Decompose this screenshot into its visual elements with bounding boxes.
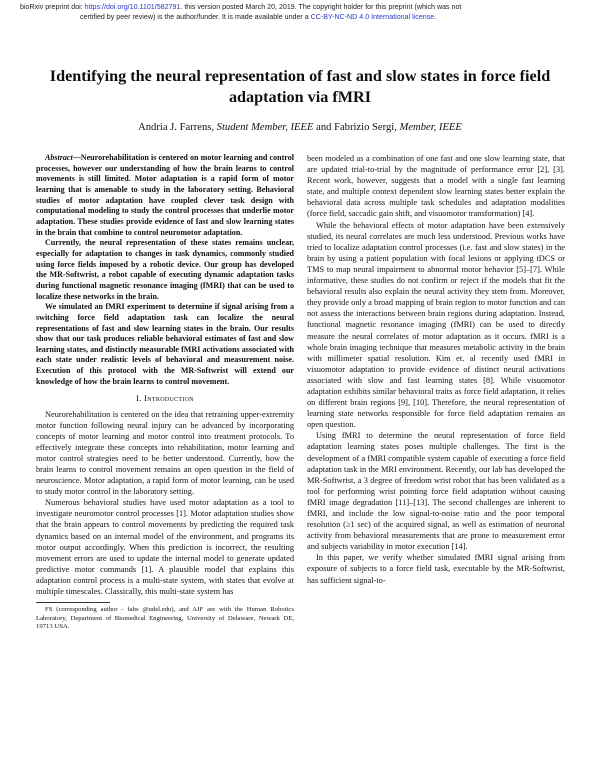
- abstract-paragraph-3: We simulated an fMRI experiment to determine if signal arising from a switching force field adaptation task can localize the neural representations of fast and slow learning states in the brain. Our results show that our task produces reliable behavioral estimates of fast and slow learning states, and distinctly measurable fMRI activations associated with each state under realistic levels of behavioral and measurement noise. Execution of this protocol with the MR-Softwrist will extend our knowledge of how the brain learns to control movement.: [36, 302, 294, 386]
- abstract-label: Abstract: [45, 153, 73, 162]
- footnote-rule: [36, 602, 110, 603]
- author-2-name: Fabrizio Sergi,: [334, 122, 397, 133]
- intro-paragraph-4: Using fMRI to determine the neural representation of force field adaptation learning states poses multiple challenges. The first is the development of a fMRI compatible system capable of executing a force field adaptation task in the MRI environment. Recently, our lab has developed the MR-Softwrist, a 3 degree of freedom wrist robot that has been validated as a tool for performing wrist pointing force field adaptation without causing fMRI image degradation [11]–[13]. The second challenges are inherent to fMRI, and include the low signal-to-noise ratio and the poor temporal resolution (≥1 sec) of the acquired signal, as well as estimation of neuronal activity from behavioral measurements that are prone to measurement error and subjects variability in motor execution [14].: [307, 431, 565, 552]
- paper-title: Identifying the neural representation of fast and slow states in force field adaptation via fMRI: [49, 67, 551, 106]
- intro-paragraph-3: While the behavioral effects of motor adaptation have been extensively studied, its neural correlates are much less understood. Previous works have tried to localize adaptation control processes (i.e. fast and slow states) in the brain by using a patient population with focal lesions or applying tDCS or TMS to map neural impairment to abnormal motor behavior [5]–[7]. While informative, these studies do not confirm or reject if the models that fit the behavioral results also explain the neural activity they stem from. Moreover, they provide only a broad mapping of brain region to motor function and can not assess the interactions between brain regions during adaptation. Instead, functional magnetic resonance imaging (fMRI) can be used to directly measure the neural correlates of motor adaptation as it occurs. fMRI is a whole brain imaging technique that measures metabolic activity in the brain with millimeter spatial resolution. Kim et. al recently used fMRI in visuomotor adaptation to provide evidence of distinct neural activations associated with slow and fast learning states [8]. While visuomotor adaptation exhibits similar behavioral traits as force field adaptation, it relies on different brain regions [9], [10]. Therefore, the neural representation of learning state networks responsible for force field adaptation remains an open question.: [307, 220, 565, 430]
- author-1-name: Andria J. Farrens,: [138, 122, 215, 133]
- author-conjunction: and: [316, 122, 332, 133]
- banner-prefix: bioRxiv preprint doi:: [20, 3, 85, 11]
- right-column: [307, 153, 565, 586]
- banner-suffix: . this version posted March 20, 2019. The copyright holder for this preprint (which was not: [180, 3, 462, 11]
- banner-license-suffix: .: [434, 12, 437, 21]
- section-name: Introduction: [144, 393, 194, 404]
- abstract-paragraph-2: Currently, the neural representation of these states remains unclear, especially for adaptation to changes in task dynamics, commonly studied using force fields imposed by a robotic device. Our group has developed the MR-Softwrist, a robot capable of executing dynamic adaptation tasks during functional magnetic resonance imaging (fMRI) that can be used to localize these networks in the brain.: [36, 238, 294, 301]
- author-1-role: Student Member, IEEE: [216, 122, 314, 133]
- section-numeral: I.: [136, 393, 142, 404]
- section-heading-introduction: [36, 393, 294, 404]
- preprint-banner: [20, 3, 580, 22]
- intro-paragraph-2: Numerous behavioral studies have used motor adaptation as a tool to investigate neuromotor control processes [1]. Motor adaptation studies show that the brain appears to control movements by predicting the required task dynamics based on an internal model of the environment, and programs its motor output accordingly. When this prediction is incorrect, the resulting movement errors are used to update the internal model to generate updated predictive motor commands [1]. A plausible model that explains this adaptation control process is a multi-state system, with states that evolve at multiple timescales. Classically, this multi-state system has: [36, 498, 294, 597]
- intro-paragraph-5: In this paper, we verify whether simulated fMRI signal arising from exposure of subjects to a force field task, executable by the MR-Softwrist, has sufficient signal-to-: [307, 553, 565, 585]
- banner-license-prefix: certified by peer review) is the author/funder. It is made available under a: [80, 12, 311, 21]
- abstract-dash: —: [72, 153, 81, 162]
- banner-line-2: [20, 13, 580, 23]
- intro-paragraph-1: Neurorehabilitation is centered on the idea that retraining upper-extremity motor function following neural injury can be advanced by incorporating concepts of motor learning and motor control into treatment protocols. To effectively integrate these concepts into rehabilitation, motor learning and motor control strategies need to be better understood. Currently, how the brain learns to control movement remains an open question in the field of neuroscience. Motor adaptation, a rapid form of motor learning, can be used to study motor control in the laboratory setting.: [36, 409, 294, 497]
- abstract-text-1: Neurorehabilitation is centered on motor learning and control processes, however our understanding of how the brain learns to control movements is still limited. Motor adaptation is a rapid form of motor learning that is amenable to study in the laboratory setting. Behavioral studies of motor adaptation have coupled clever task design with computational modeling to study the control processes that underlie motor adaptation. These studies provide evidence of fast and slow learning states in the brain that combine to control neuromotor adaptation.: [36, 153, 294, 237]
- left-column: [36, 153, 294, 632]
- author-line: [40, 121, 560, 134]
- author-2-role: Member, IEEE: [399, 122, 462, 133]
- doi-link[interactable]: https://doi.org/10.1101/582791: [84, 3, 181, 11]
- intro-paragraph-2-continued: been modeled as a combination of one fast and one slow learning state, that are updated trial-to-trial by the magnitude of performance error [2], [3]. Recent work, however, suggests that a model with a single fast learning state, and multiple context dependent slow learning states better explain the behavioral data across multiple task schedules and adaptation modalities (force field, saccadic gain shift, and visuomotor transformation) [4].: [307, 154, 565, 219]
- abstract-paragraph-1: [36, 153, 294, 238]
- banner-line-1: [20, 3, 580, 13]
- abstract: [36, 153, 294, 387]
- license-link[interactable]: CC-BY-NC-ND 4.0 International license: [310, 12, 435, 21]
- footnote: FS (corresponding author - fabs @udel.edu), and AJF are with the Human Robotics Laboratory, Department of Biomedical Engineering, University of Delaware, Newark DE, 19713 USA.: [36, 606, 294, 631]
